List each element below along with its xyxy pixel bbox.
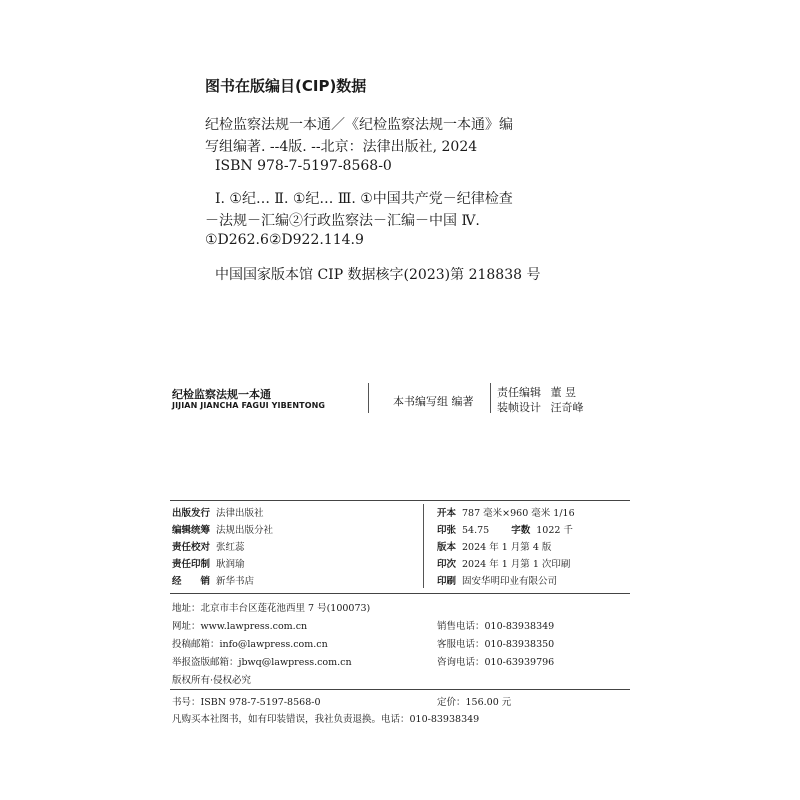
- editor-row: [497, 384, 576, 400]
- return-notice: 凡购买本社图书，如有印装错误，我社负责退换。电话：010-83938349: [172, 714, 480, 725]
- info-printing-manager-row: [172, 556, 245, 570]
- info-label: 出版发行: [172, 508, 211, 519]
- info-impression-row: [437, 556, 570, 570]
- title-divider-1: [368, 383, 369, 413]
- price: 定价：156.00 元: [437, 697, 512, 708]
- submission-email: 投稿邮箱：info@lawpress.com.cn: [172, 639, 328, 650]
- editor-name: 董 昱: [550, 386, 576, 399]
- info-value: 新华书店: [216, 576, 255, 587]
- info-value: 2024 年 1 月第 4 版: [462, 542, 552, 553]
- cip-isbn: ISBN 978-7-5197-8568-0: [215, 158, 392, 174]
- piracy-report-email: 举报盗版邮箱：jbwq@lawpress.com.cn: [172, 657, 352, 668]
- info-label: 印次: [437, 559, 457, 570]
- design-row: [497, 399, 584, 415]
- editor-label: 责任编辑: [497, 386, 541, 399]
- design-label: 装帧设计: [497, 401, 541, 414]
- info-proofreader-row: [172, 539, 245, 553]
- info-label: 印张: [437, 525, 457, 536]
- info-label: 字数: [511, 525, 531, 536]
- book-title: 纪检监察法规一本通: [172, 388, 271, 401]
- title-divider-2: [490, 383, 491, 413]
- info-publisher-row: [172, 505, 264, 519]
- info-label: 开本: [437, 508, 457, 519]
- info-label: 责任印制: [172, 559, 211, 570]
- info-top-rule: [170, 500, 630, 501]
- info-edition-row: [437, 539, 551, 553]
- info-distributor-row: [172, 573, 254, 587]
- design-name: 汪奇峰: [550, 401, 584, 414]
- book-number: 书号：ISBN 978-7-5197-8568-0: [172, 697, 321, 708]
- address: 地址：北京市丰台区莲花池西里 7 号(100073): [172, 603, 371, 614]
- copyright-notice: 版权所有·侵权必究: [172, 675, 252, 686]
- info-value: 耿润瑜: [216, 559, 245, 570]
- cip-classification-2: －法规－汇编②行政监察法－汇编－中国 Ⅳ.: [205, 213, 480, 229]
- info-label: 责任校对: [172, 542, 211, 553]
- info-sheets-row: [437, 522, 573, 536]
- info-coordinator-row: [172, 522, 273, 536]
- info-value: 法律出版社: [216, 508, 264, 519]
- book-author: 本书编写组 编著: [393, 395, 474, 408]
- info-value: 54.75: [462, 525, 490, 536]
- info-value: 张红蕊: [216, 542, 245, 553]
- info-value: 787 毫米×960 毫米 1/16: [462, 508, 575, 519]
- cip-classification-1: Ⅰ. ①纪… Ⅱ. ①纪… Ⅲ. ①中国共产党－纪律检查: [215, 191, 513, 207]
- info-label: 印刷: [437, 576, 457, 587]
- info-printer-row: [437, 573, 557, 587]
- info-format-row: [437, 505, 575, 519]
- info-label: 编辑统筹: [172, 525, 211, 536]
- cip-edition-line: 写组编著. --4版. --北京：法律出版社, 2024: [205, 139, 478, 155]
- website: 网址：www.lawpress.com.cn: [172, 621, 308, 632]
- contact-top-rule: [170, 593, 630, 594]
- info-label: 经 销: [172, 576, 211, 587]
- cip-data-number: 中国国家版本馆 CIP 数据核字(2023)第 218838 号: [215, 267, 541, 283]
- service-phone: 客服电话：010-83938350: [437, 639, 555, 650]
- info-value: 2024 年 1 月第 1 次印刷: [462, 559, 571, 570]
- cip-classification-3: ①D262.6②D922.114.9: [205, 232, 364, 248]
- consult-phone: 咨询电话：010-63939796: [437, 657, 555, 668]
- sales-phone: 销售电话：010-83938349: [437, 621, 555, 632]
- info-value: 法规出版分社: [216, 525, 274, 536]
- info-value: 1022 千: [536, 525, 573, 536]
- info-value: 固安华明印业有限公司: [462, 576, 558, 587]
- info-divider: [423, 504, 424, 588]
- book-title-pinyin: JIJIAN JIANCHA FAGUI YIBENTONG: [172, 401, 326, 410]
- cip-title-line: 纪检监察法规一本通／《纪检监察法规一本通》编: [205, 117, 513, 133]
- info-label: 版本: [437, 542, 457, 553]
- cip-heading: 图书在版编目(CIP)数据: [205, 77, 367, 95]
- footer-top-rule: [170, 689, 630, 690]
